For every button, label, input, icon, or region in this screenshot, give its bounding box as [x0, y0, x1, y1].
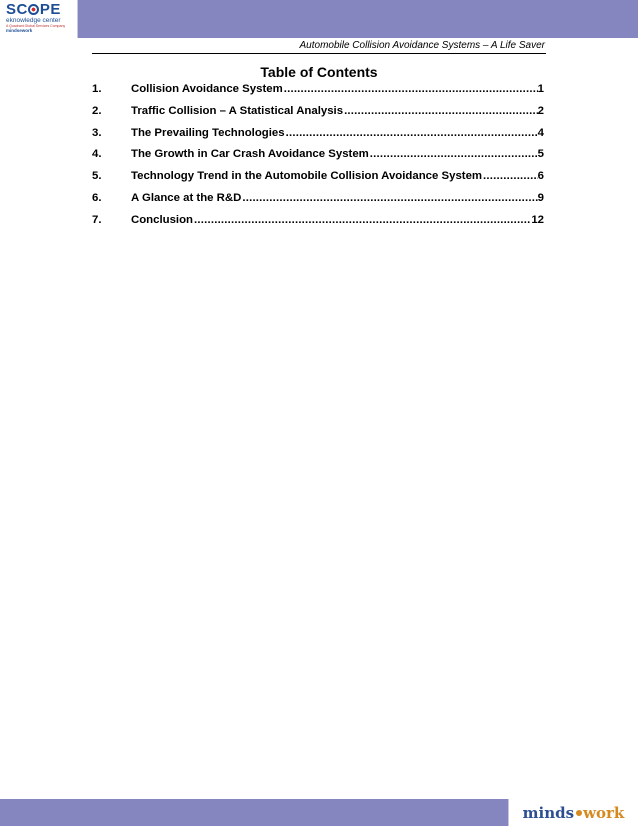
toc-entry-number: 1. [92, 83, 102, 95]
toc-entry-page[interactable]: 6 [537, 170, 544, 183]
toc-entry-number: 6. [92, 191, 102, 204]
toc-entry-page[interactable]: 1 [537, 83, 544, 95]
toc-leader-dots [343, 105, 538, 117]
toc-entry[interactable] [92, 83, 544, 105]
toc-entry-title[interactable]: Collision Avoidance System [131, 83, 283, 95]
toc-entry-number: 2. [92, 104, 102, 117]
toc-entry[interactable] [92, 148, 544, 170]
toc-entry[interactable] [92, 127, 544, 149]
toc-leader-dots [369, 148, 538, 160]
header-band [0, 0, 638, 38]
toc-entry[interactable] [92, 214, 544, 236]
toc-entry[interactable] [92, 170, 544, 192]
toc-entry-page[interactable]: 12 [531, 213, 544, 226]
toc-entry-page[interactable]: 2 [537, 104, 544, 117]
header-rule [92, 53, 546, 54]
toc-entry-number: 4. [92, 148, 102, 161]
logo-subtitle: eknowledge center [6, 17, 61, 24]
dot-icon [576, 810, 582, 816]
toc-leader-dots [285, 127, 538, 139]
toc-leader-dots [482, 170, 538, 182]
logo-tagline: A Quadrant Global Services Company [6, 24, 66, 28]
toc-entry-title[interactable]: Traffic Collision – A Statistical Analysis [131, 104, 344, 117]
footer-band [0, 799, 638, 826]
scope-logo-wordmark: SC PE [6, 1, 61, 18]
toc-entry-number: 5. [92, 170, 102, 183]
toc-entry-page[interactable]: 5 [537, 148, 544, 161]
toc-entry-page[interactable]: 4 [537, 126, 544, 139]
running-header: Automobile Collision Avoidance Systems – A Life Saver [299, 40, 545, 51]
scope-logo [0, 0, 78, 38]
toc-entry-number: 7. [92, 213, 102, 226]
logo-part-work: work [583, 803, 625, 822]
toc-entry-number: 3. [92, 126, 102, 139]
toc-entry-page[interactable]: 9 [537, 191, 544, 204]
toc-entry-title[interactable]: Conclusion [131, 213, 194, 226]
toc-entry-title[interactable]: A Glance at the R&D [131, 191, 242, 204]
toc-entry[interactable] [92, 105, 544, 127]
logo-division: mindsework [6, 28, 33, 33]
toc-title: Table of Contents [260, 64, 378, 80]
toc-entry-title[interactable]: The Growth in Car Crash Avoidance System [131, 148, 369, 161]
toc-entry-title[interactable]: Technology Trend in the Automobile Collision Avoidance System [131, 170, 483, 183]
toc-entry[interactable] [92, 192, 544, 214]
mindswork-wordmark [523, 804, 625, 822]
target-icon [28, 4, 39, 15]
toc-leader-dots [193, 214, 531, 226]
logo-part-minds: minds [522, 803, 575, 822]
toc-list [92, 83, 544, 236]
toc-leader-dots [241, 192, 537, 204]
toc-leader-dots [283, 83, 538, 95]
mindswork-logo [508, 799, 638, 826]
toc-entry-title[interactable]: The Prevailing Technologies [131, 126, 285, 139]
